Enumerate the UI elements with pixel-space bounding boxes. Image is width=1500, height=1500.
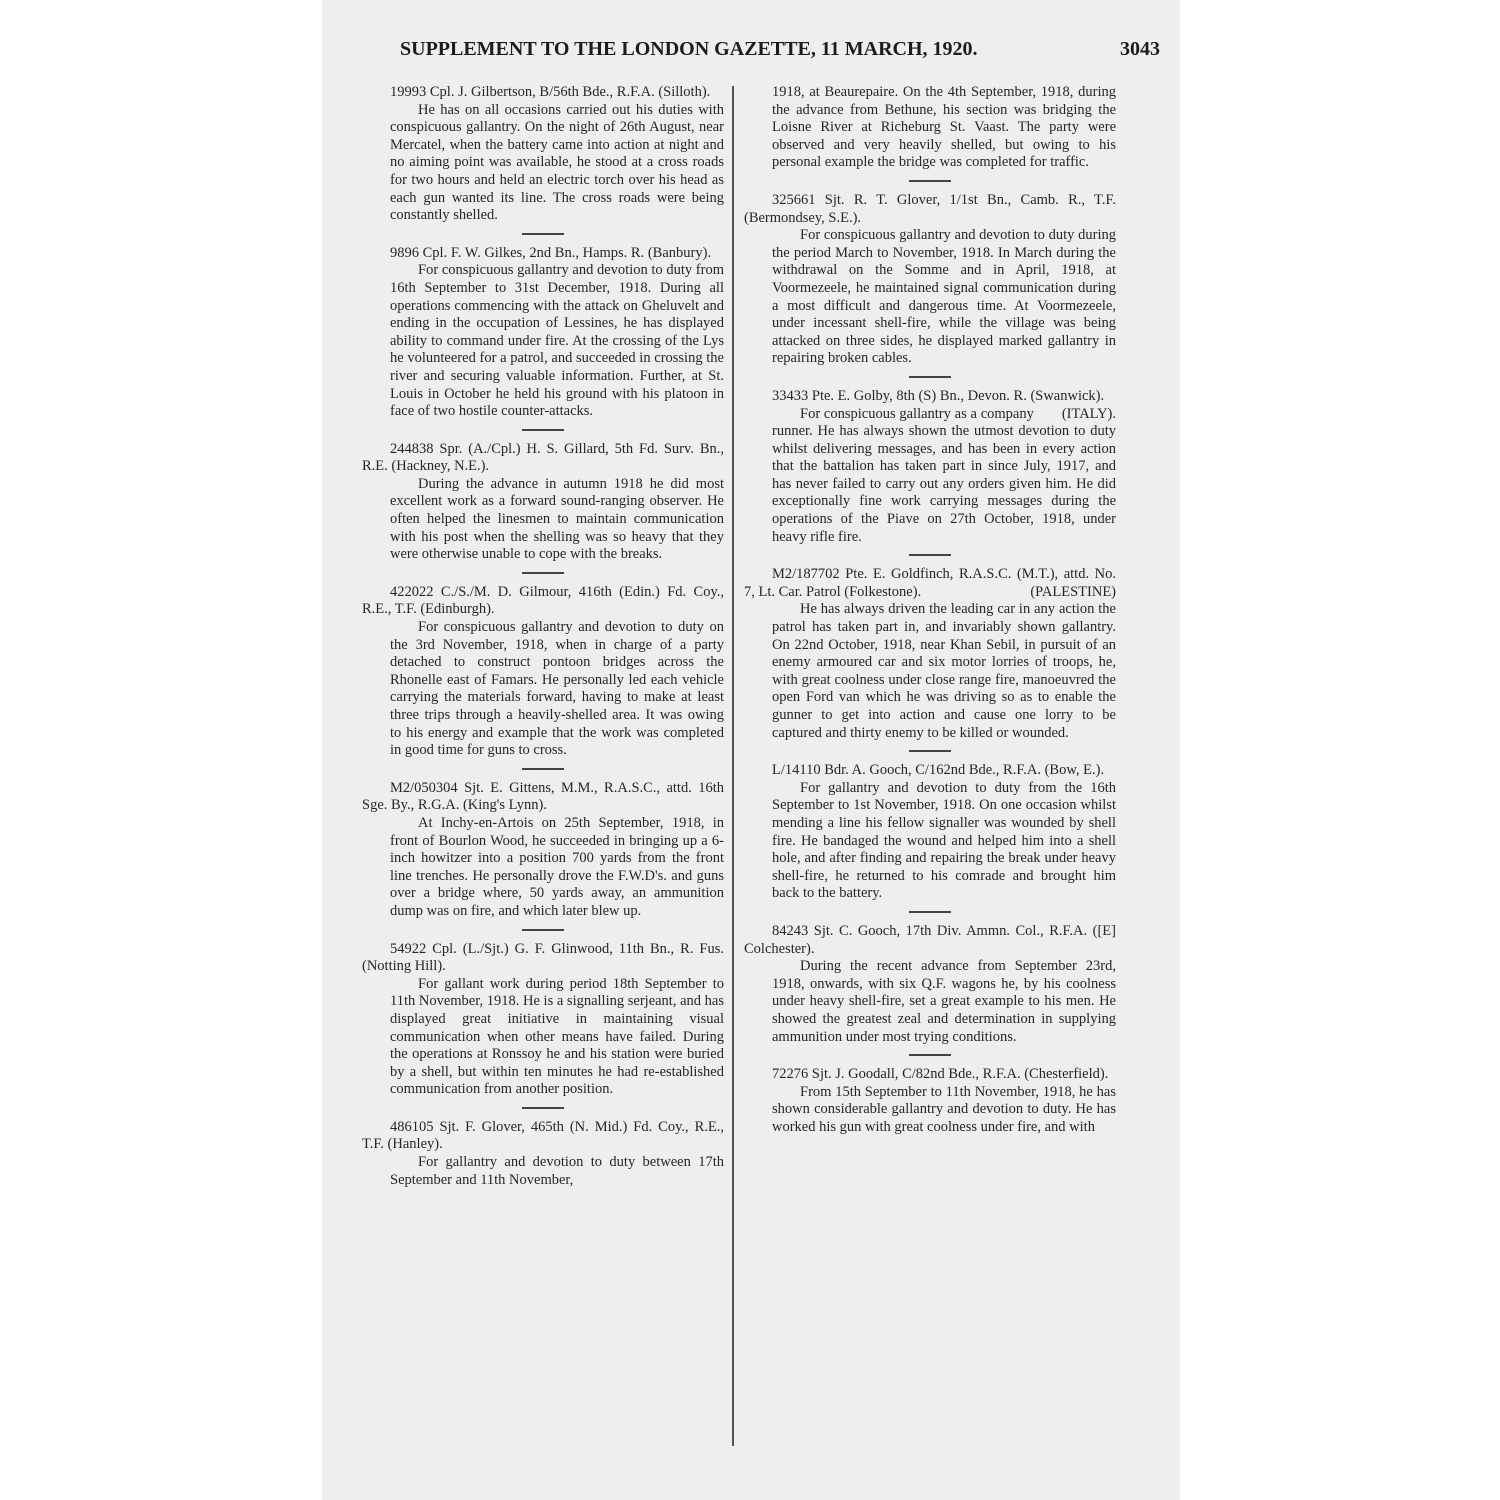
entry-separator bbox=[909, 180, 951, 182]
recipient-name: M2/187702 Pte. E. Goldfinch, R.A.S.C. (M.T.), attd. No. 7, Lt. Car. Patrol (Folkestone). bbox=[744, 566, 1116, 600]
citation-heading bbox=[744, 762, 1116, 780]
citation-heading bbox=[362, 1119, 724, 1154]
citation-heading bbox=[362, 941, 724, 976]
citation-heading bbox=[744, 387, 1116, 422]
citation-text: For conspicuous gallantry and devotion to duty during the period March to November, 1918. In March during the withdrawal on the Somme and in April, 1918, at Voormezeele, he maintained signal communication during a most difficult and dangerous time. At Voormezeele, under incessant shell-fire, while the village was being attacked on three sides, he displayed marked gallantry in repairing broken cables. bbox=[772, 227, 1116, 367]
entry-separator bbox=[522, 429, 564, 431]
citation-entry bbox=[362, 941, 724, 1099]
citation-heading bbox=[362, 780, 724, 815]
citation-text: At Inchy-en-Artois on 25th September, 1918, in front of Bourlon Wood, he succeeded in bringing up a 6-inch howitzer into a position 700 yards from the front line trenches. He personally drove the F.W.D's. and guns over a bridge where, 50 yards away, an ammunition dump was on fire, and which later blew up. bbox=[390, 814, 724, 919]
citation-heading bbox=[362, 245, 724, 263]
entry-separator bbox=[522, 929, 564, 931]
citation-text: For conspicuous gallantry and devotion to duty from 16th September to 31st December, 1918. During all operations commencing with the attack on Gheluvelt and ending in the occupation of Lessines, he has displayed ability to command under fire. At the crossing of the Lys he volunteered for a patrol, and succeeded in crossing the river and securing valuable information. Further, at St. Louis in October he held his ground with his platoon in face of two hostile counter-attacks. bbox=[390, 262, 724, 420]
citation-entry bbox=[744, 84, 1116, 172]
column-divider bbox=[732, 86, 734, 1446]
citation-heading bbox=[362, 84, 724, 102]
page-title: SUPPLEMENT TO THE LONDON GAZETTE, 11 MARCH, 1920. bbox=[400, 38, 978, 60]
entry-separator bbox=[909, 554, 951, 556]
citation-entry bbox=[362, 441, 724, 564]
page-number: 3043 bbox=[1120, 38, 1160, 60]
entry-separator bbox=[909, 376, 951, 378]
recipient-name: 9896 Cpl. F. W. Gilkes, 2nd Bn., Hamps. R. (Banbury). bbox=[390, 244, 712, 261]
citation-entry bbox=[744, 923, 1116, 1046]
recipient-name: 325661 Sjt. R. T. Glover, 1/1st Bn., Camb. R., T.F. (Bermondsey, S.E.). bbox=[744, 191, 1116, 226]
entry-separator bbox=[522, 572, 564, 574]
citation-text: For gallantry and devotion to duty from the 16th September to 1st November, 1918. On one occasion whilst mending a line his fellow signaller was wounded by shell fire. He bandaged the wound and helped him into a shell hole, and after finding and repairing the break under heavy shell-fire, he returned to his comrade and brought him back to the battery. bbox=[772, 779, 1116, 902]
recipient-name: 486105 Sjt. F. Glover, 465th (N. Mid.) Fd. Coy., R.E., T.F. (Hanley). bbox=[362, 1118, 724, 1153]
citation-entry bbox=[744, 192, 1116, 368]
citation-text: For gallantry and devotion to duty between 17th September and 11th November, bbox=[390, 1154, 724, 1188]
citation-entry bbox=[744, 388, 1116, 546]
citation-entry bbox=[362, 584, 724, 760]
entry-separator bbox=[909, 911, 951, 913]
citation-text: For gallant work during period 18th September to 11th November, 1918. He is a signalling serjeant, and has displayed great initiative in maintaining visual communication when other means have failed. During the operations at Ronssoy he and his station were buried by a shell, but within ten minutes he had re-established communication from another position. bbox=[390, 975, 724, 1098]
citation-text: From 15th September to 11th November, 1918, he has shown considerable gallantry and devotion to duty. He has worked his gun with great coolness under fire, and with bbox=[772, 1083, 1116, 1135]
recipient-name: 244838 Spr. (A./Cpl.) H. S. Gillard, 5th Fd. Surv. Bn., R.E. (Hackney, N.E.). bbox=[362, 440, 724, 475]
citation-entry bbox=[362, 84, 724, 225]
citation-entry bbox=[744, 1066, 1116, 1136]
citation-heading bbox=[362, 584, 724, 619]
citation-heading bbox=[362, 441, 724, 476]
recipient-name: 72276 Sjt. J. Goodall, C/82nd Bde., R.F.A. (Chesterfield). bbox=[772, 1066, 1109, 1083]
entry-separator bbox=[522, 768, 564, 770]
citation-entry bbox=[744, 566, 1116, 742]
citation-heading bbox=[744, 566, 1116, 601]
recipient-name: 19993 Cpl. J. Gilbertson, B/56th Bde., R.F.A. (Silloth). bbox=[390, 84, 711, 100]
entry-separator bbox=[909, 1054, 951, 1056]
citation-text: He has on all occasions carried out his duties with conspicuous gallantry. On the night of 26th August, near Mercatel, when the battery came into action at night and no aiming point was available, he stood at a cross roads for two hours and held an electric torch over his head as each gun wanted its line. The cross roads were being constantly shelled. bbox=[390, 101, 724, 224]
citation-text: For conspicuous gallantry and devotion to duty on the 3rd November, 1918, when in charge of a party detached to construct pontoon bridges across the Rhonelle east of Famars. He personally led each vehicle carrying the materials forward, having to make at least three trips through a heavily-shelled area. It was owing to his energy and example that the work was completed in good time for guns to cross. bbox=[390, 619, 724, 759]
citation-heading bbox=[744, 1066, 1116, 1084]
recipient-name: 33433 Pte. E. Golby, 8th (S) Bn., Devon. R. (Swanwick). bbox=[772, 387, 1105, 404]
recipient-name: L/14110 Bdr. A. Gooch, C/162nd Bde., R.F.A. (Bow, E.). bbox=[772, 762, 1105, 779]
entry-separator bbox=[522, 233, 564, 235]
citation-entry bbox=[362, 780, 724, 921]
entry-separator bbox=[909, 750, 951, 752]
recipient-name: 54922 Cpl. (L./Sjt.) G. F. Glinwood, 11th Bn., R. Fus. (Notting Hill). bbox=[362, 940, 724, 975]
citation-text: 1918, at Beaurepaire. On the 4th September, 1918, during the advance from Bethune, his section was bridging the Loisne River at Richeburg St. Vaast. The party were observed and very heavily shelled, but owing to his personal example the bridge was completed for traffic. bbox=[772, 84, 1116, 171]
recipient-name: M2/050304 Sjt. E. Gittens, M.M., R.A.S.C., attd. 16th Sge. By., R.G.A. (King's Lynn). bbox=[362, 779, 724, 814]
theatre-tag: (ITALY). bbox=[1061, 405, 1116, 422]
citation-heading bbox=[744, 923, 1116, 958]
recipient-name: 84243 Sjt. C. Gooch, 17th Div. Ammn. Col., R.F.A. ([E] Colchester). bbox=[744, 922, 1116, 957]
left-column bbox=[362, 84, 724, 1193]
citation-entry bbox=[362, 1119, 724, 1189]
gazette-page bbox=[322, 0, 1180, 1500]
citation-text: During the recent advance from September 23rd, 1918, onwards, with six Q.F. wagons he, by his coolness under heavy shell-fire, set a great example to his men. He showed the greatest zeal and determination in supplying ammunition under most trying conditions. bbox=[772, 958, 1116, 1045]
page-header bbox=[400, 38, 1160, 61]
right-column bbox=[744, 84, 1116, 1140]
citation-entry bbox=[362, 245, 724, 421]
theatre-tag: (PALESTINE) bbox=[1030, 583, 1116, 600]
entry-separator bbox=[522, 1107, 564, 1109]
citation-heading bbox=[744, 192, 1116, 227]
recipient-name: 422022 C./S./M. D. Gilmour, 416th (Edin.) Fd. Coy., R.E., T.F. (Edinburgh). bbox=[362, 583, 724, 618]
citation-entry bbox=[744, 762, 1116, 903]
citation-text: He has always driven the leading car in any action the patrol has taken part in, and invariably shown gallantry. On 22nd October, 1918, near Khan Sebil, in pursuit of an enemy armoured car and six motor lorries of troops, he, with great coolness under close range fire, manoeuvred the open Ford van which he was driving so as to enable the gunner to get into action and cause one lorry to be captured and thirty enemy to be killed or wounded. bbox=[772, 601, 1116, 741]
citation-text: For conspicuous gallantry as a company runner. He has always shown the utmost devotion to duty whilst delivering messages, and has been in every action that the battalion has taken part in since July, 1917, and has never failed to carry out any orders given him. He did exceptionally fine work carrying messages during the operations of the Piave on 27th October, 1918, under heavy rifle fire. bbox=[772, 405, 1116, 545]
citation-text: During the advance in autumn 1918 he did most excellent work as a forward sound-ranging observer. He often helped the linesmen to maintain communication with his post when the shelling was so heavy that they were otherwise unable to cope with the breaks. bbox=[390, 475, 724, 563]
